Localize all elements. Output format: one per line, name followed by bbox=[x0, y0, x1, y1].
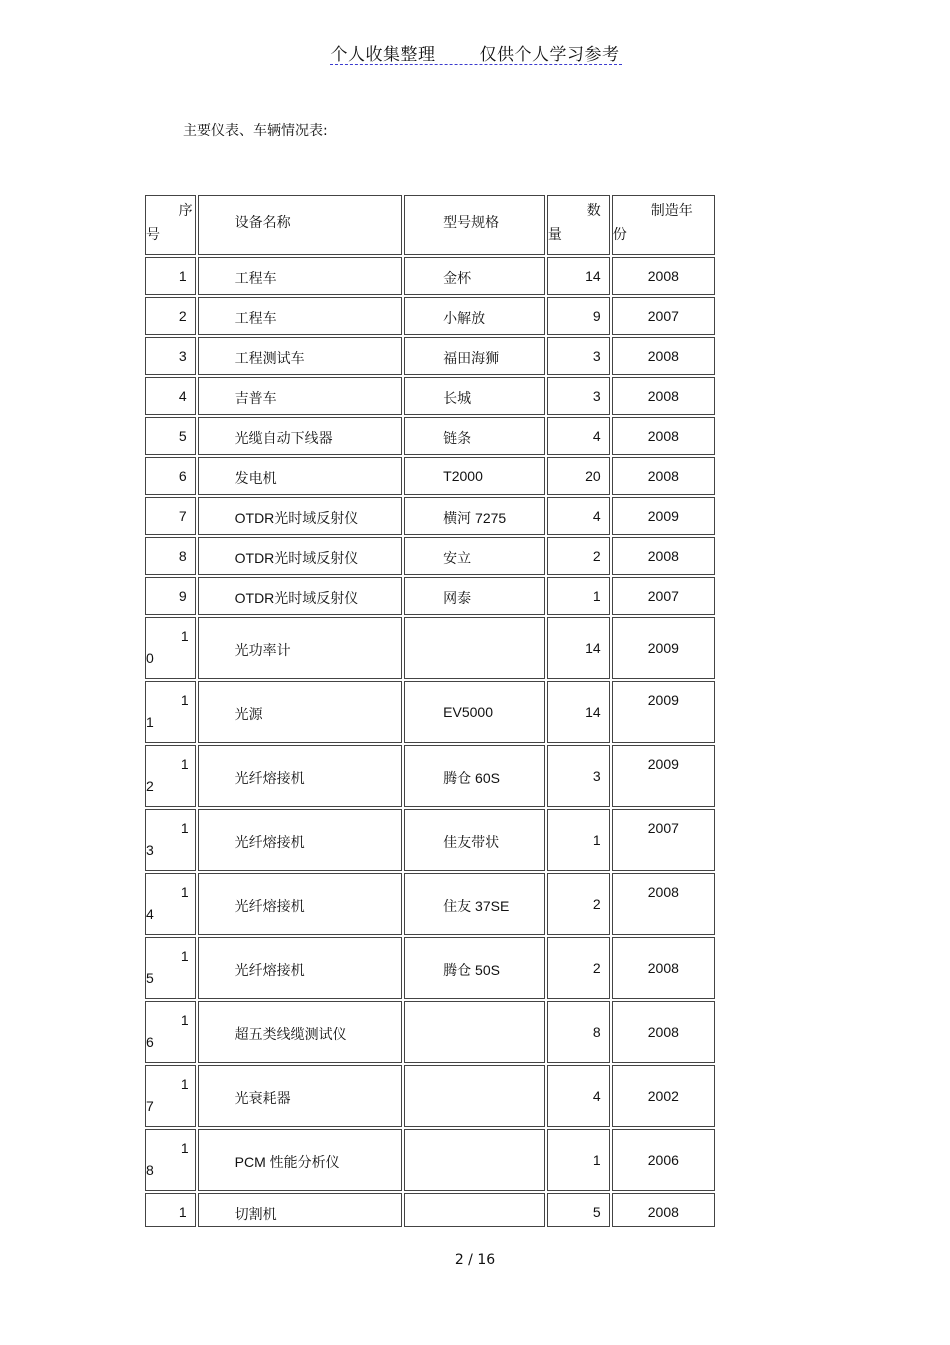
row-name: 切割机 bbox=[234, 1206, 277, 1222]
row-qty: 3 bbox=[592, 348, 601, 364]
header-index-cell bbox=[145, 195, 196, 255]
model-cell bbox=[404, 873, 545, 935]
row-name: 超五类线缆测试仪 bbox=[234, 1026, 347, 1042]
table-row bbox=[145, 873, 715, 935]
table-row bbox=[145, 681, 715, 743]
year-cell bbox=[612, 257, 715, 295]
index-cell bbox=[145, 617, 196, 679]
model-cell bbox=[404, 257, 545, 295]
row-model: 腾仓 60S bbox=[443, 770, 500, 786]
table-row bbox=[145, 417, 715, 455]
row-name: OTDR光时域反射仪 bbox=[234, 510, 359, 526]
table-row bbox=[145, 577, 715, 615]
row-qty: 5 bbox=[592, 1204, 601, 1220]
year-cell bbox=[612, 1001, 715, 1063]
row-name: 工程车 bbox=[234, 270, 277, 286]
row-index-b: 3 bbox=[146, 842, 154, 858]
model-cell bbox=[404, 1193, 545, 1227]
qty-cell bbox=[547, 497, 610, 535]
year-cell bbox=[612, 577, 715, 615]
row-model: EV5000 bbox=[443, 704, 493, 720]
index-cell bbox=[145, 417, 196, 455]
row-model: 腾仓 50S bbox=[443, 962, 500, 978]
row-qty: 4 bbox=[592, 508, 601, 524]
row-model: 住友 37SE bbox=[443, 898, 510, 914]
row-name: 光缆自动下线器 bbox=[234, 430, 333, 446]
name-cell bbox=[198, 745, 403, 807]
qty-cell bbox=[547, 257, 610, 295]
table-row bbox=[145, 1129, 715, 1191]
row-model bbox=[405, 1130, 544, 1152]
model-cell bbox=[404, 297, 545, 335]
index-cell bbox=[145, 1193, 196, 1227]
qty-cell bbox=[547, 617, 610, 679]
table-row bbox=[145, 297, 715, 335]
row-model: 小解放 bbox=[443, 310, 486, 326]
qty-cell bbox=[547, 1193, 610, 1227]
row-index-a: 1 bbox=[180, 884, 189, 900]
row-year: 2008 bbox=[647, 548, 679, 564]
table-row bbox=[145, 937, 715, 999]
name-cell bbox=[198, 1065, 403, 1127]
qty-cell bbox=[547, 297, 610, 335]
row-model: 长城 bbox=[443, 390, 472, 406]
page-number: 2 / 16 bbox=[454, 1252, 496, 1268]
row-index-a: 1 bbox=[180, 1076, 189, 1092]
row-index: 2 bbox=[178, 308, 187, 324]
name-cell bbox=[198, 577, 403, 615]
table-row bbox=[145, 337, 715, 375]
header-name: 设备名称 bbox=[234, 214, 291, 230]
row-qty: 14 bbox=[585, 640, 601, 656]
year-cell bbox=[612, 873, 715, 935]
table-row bbox=[145, 1001, 715, 1063]
row-qty: 2 bbox=[592, 548, 601, 564]
row-index: 6 bbox=[178, 468, 187, 484]
row-qty: 1 bbox=[592, 1152, 601, 1168]
row-qty: 3 bbox=[592, 388, 601, 404]
index-cell bbox=[145, 457, 196, 495]
header-model-cell bbox=[404, 195, 545, 255]
row-model: 金杯 bbox=[443, 270, 472, 286]
row-index-a: 1 bbox=[180, 756, 189, 772]
header-qty-b: 量 bbox=[547, 226, 562, 242]
row-model bbox=[405, 1002, 544, 1024]
row-qty: 1 bbox=[592, 832, 601, 848]
model-cell bbox=[404, 377, 545, 415]
year-cell bbox=[612, 1065, 715, 1127]
index-cell bbox=[145, 577, 196, 615]
row-index-b: 7 bbox=[146, 1098, 154, 1114]
table-row bbox=[145, 377, 715, 415]
row-index: 9 bbox=[178, 588, 187, 604]
row-name: 工程车 bbox=[234, 310, 277, 326]
row-qty: 14 bbox=[585, 704, 601, 720]
index-cell bbox=[145, 297, 196, 335]
name-cell bbox=[198, 1193, 403, 1227]
row-qty: 2 bbox=[592, 960, 601, 976]
row-model: T2000 bbox=[443, 468, 483, 484]
row-name: OTDR光时域反射仪 bbox=[234, 550, 359, 566]
index-cell bbox=[145, 809, 196, 871]
row-index-a: 1 bbox=[180, 692, 189, 708]
year-cell bbox=[612, 937, 715, 999]
qty-cell bbox=[547, 1001, 610, 1063]
qty-cell bbox=[547, 745, 610, 807]
qty-cell bbox=[547, 377, 610, 415]
name-cell bbox=[198, 297, 403, 335]
year-cell bbox=[612, 457, 715, 495]
qty-cell bbox=[547, 457, 610, 495]
row-index-a: 1 bbox=[180, 1012, 189, 1028]
qty-cell bbox=[547, 681, 610, 743]
model-cell bbox=[404, 577, 545, 615]
header-index-a: 序 bbox=[178, 202, 193, 218]
page-header bbox=[0, 40, 950, 65]
row-index: 5 bbox=[178, 428, 187, 444]
row-year: 2002 bbox=[647, 1088, 679, 1104]
year-cell bbox=[612, 417, 715, 455]
name-cell bbox=[198, 1001, 403, 1063]
table-row bbox=[145, 809, 715, 871]
row-qty: 9 bbox=[592, 308, 601, 324]
qty-cell bbox=[547, 873, 610, 935]
row-year: 2008 bbox=[647, 884, 679, 900]
header-year-cell bbox=[612, 195, 715, 255]
index-cell bbox=[145, 497, 196, 535]
intro-text: 主要仪表、车辆情况表: bbox=[183, 123, 328, 139]
index-cell bbox=[145, 937, 196, 999]
qty-cell bbox=[547, 937, 610, 999]
row-model: 福田海狮 bbox=[443, 350, 500, 366]
header-qty-cell bbox=[547, 195, 610, 255]
row-qty: 2 bbox=[592, 896, 601, 912]
header-name-cell bbox=[198, 195, 403, 255]
year-cell bbox=[612, 809, 715, 871]
qty-cell bbox=[547, 809, 610, 871]
row-year: 2008 bbox=[647, 268, 679, 284]
row-year: 2009 bbox=[647, 508, 679, 524]
row-index-b: 6 bbox=[146, 1034, 154, 1050]
row-qty: 4 bbox=[592, 1088, 601, 1104]
row-qty: 3 bbox=[592, 768, 601, 784]
model-cell bbox=[404, 417, 545, 455]
model-cell bbox=[404, 1129, 545, 1191]
row-year: 2006 bbox=[647, 1152, 679, 1168]
row-index-b: 5 bbox=[146, 970, 154, 986]
row-year: 2009 bbox=[647, 692, 679, 708]
row-index-a: 1 bbox=[180, 948, 189, 964]
table-row bbox=[145, 497, 715, 535]
row-model bbox=[405, 1066, 544, 1088]
header-year-b: 份 bbox=[612, 226, 627, 242]
row-index-b: 1 bbox=[146, 714, 154, 730]
year-cell bbox=[612, 745, 715, 807]
index-cell bbox=[145, 257, 196, 295]
index-cell bbox=[145, 1001, 196, 1063]
qty-cell bbox=[547, 1065, 610, 1127]
name-cell bbox=[198, 377, 403, 415]
model-cell bbox=[404, 745, 545, 807]
model-cell bbox=[404, 457, 545, 495]
row-model: 链条 bbox=[443, 430, 472, 446]
header-index-b: 号 bbox=[146, 226, 160, 242]
index-cell bbox=[145, 681, 196, 743]
name-cell bbox=[198, 497, 403, 535]
name-cell bbox=[198, 809, 403, 871]
header-qty-a: 数 bbox=[586, 202, 601, 218]
model-cell bbox=[404, 937, 545, 999]
name-cell bbox=[198, 457, 403, 495]
row-model bbox=[405, 618, 544, 640]
row-name: 吉普车 bbox=[234, 390, 277, 406]
row-index: 1 bbox=[178, 268, 187, 284]
row-qty: 4 bbox=[592, 428, 601, 444]
qty-cell bbox=[547, 537, 610, 575]
table-row bbox=[145, 257, 715, 295]
table-header-row bbox=[145, 195, 715, 255]
row-name: 光衰耗器 bbox=[234, 1090, 291, 1106]
row-index: 8 bbox=[178, 548, 187, 564]
row-index: 7 bbox=[178, 508, 187, 524]
year-cell bbox=[612, 377, 715, 415]
row-model: 网泰 bbox=[443, 590, 472, 606]
row-year: 2008 bbox=[647, 388, 679, 404]
row-year: 2008 bbox=[647, 348, 679, 364]
table-row bbox=[145, 745, 715, 807]
row-year: 2007 bbox=[647, 308, 679, 324]
row-index-b: 8 bbox=[146, 1162, 154, 1178]
index-cell bbox=[145, 1129, 196, 1191]
table-row bbox=[145, 457, 715, 495]
table-row bbox=[145, 617, 715, 679]
row-index-a: 1 bbox=[180, 628, 189, 644]
row-index-b: 0 bbox=[146, 650, 154, 666]
index-cell bbox=[145, 873, 196, 935]
row-index-b: 2 bbox=[146, 778, 154, 794]
year-cell bbox=[612, 297, 715, 335]
qty-cell bbox=[547, 337, 610, 375]
row-name: OTDR光时域反射仪 bbox=[234, 590, 359, 606]
year-cell bbox=[612, 1193, 715, 1227]
model-cell bbox=[404, 337, 545, 375]
row-index: 1 bbox=[178, 1204, 187, 1220]
name-cell bbox=[198, 417, 403, 455]
row-name: 光功率计 bbox=[234, 642, 291, 658]
index-cell bbox=[145, 745, 196, 807]
row-index-a: 1 bbox=[180, 1140, 189, 1156]
row-name: 光纤熔接机 bbox=[234, 898, 305, 914]
qty-cell bbox=[547, 1129, 610, 1191]
row-model: 佳友带状 bbox=[443, 834, 500, 850]
row-model bbox=[405, 1194, 544, 1204]
row-year: 2008 bbox=[647, 468, 679, 484]
header-right-text: 仅供个人学习参考 bbox=[479, 45, 620, 65]
table-row bbox=[145, 537, 715, 575]
year-cell bbox=[612, 1129, 715, 1191]
row-year: 2008 bbox=[647, 428, 679, 444]
name-cell bbox=[198, 337, 403, 375]
row-index-a: 1 bbox=[180, 820, 189, 836]
row-model: 横河 7275 bbox=[443, 510, 507, 526]
table-row bbox=[145, 1065, 715, 1127]
row-name: 光纤熔接机 bbox=[234, 770, 305, 786]
row-index: 4 bbox=[178, 388, 187, 404]
header-left-text: 个人收集整理 bbox=[330, 45, 436, 65]
name-cell bbox=[198, 937, 403, 999]
model-cell bbox=[404, 681, 545, 743]
index-cell bbox=[145, 1065, 196, 1127]
row-model: 安立 bbox=[443, 550, 472, 566]
row-year: 2007 bbox=[647, 588, 679, 604]
row-index: 3 bbox=[178, 348, 187, 364]
row-year: 2009 bbox=[647, 756, 679, 772]
name-cell bbox=[198, 873, 403, 935]
model-cell bbox=[404, 1065, 545, 1127]
row-name: 光纤熔接机 bbox=[234, 962, 305, 978]
row-index-b: 4 bbox=[146, 906, 154, 922]
year-cell bbox=[612, 497, 715, 535]
name-cell bbox=[198, 537, 403, 575]
row-year: 2008 bbox=[647, 960, 679, 976]
model-cell bbox=[404, 537, 545, 575]
year-cell bbox=[612, 337, 715, 375]
row-qty: 20 bbox=[585, 468, 601, 484]
row-qty: 14 bbox=[585, 268, 601, 284]
row-year: 2009 bbox=[647, 640, 679, 656]
qty-cell bbox=[547, 417, 610, 455]
header-year-a: 制造年 bbox=[650, 202, 693, 218]
year-cell bbox=[612, 681, 715, 743]
equipment-table bbox=[143, 193, 717, 1229]
row-qty: 8 bbox=[592, 1024, 601, 1040]
header-model: 型号规格 bbox=[443, 214, 500, 230]
year-cell bbox=[612, 537, 715, 575]
model-cell bbox=[404, 809, 545, 871]
row-year: 2008 bbox=[647, 1024, 679, 1040]
name-cell bbox=[198, 681, 403, 743]
name-cell bbox=[198, 257, 403, 295]
table-row bbox=[145, 1193, 715, 1227]
row-name: 光纤熔接机 bbox=[234, 834, 305, 850]
row-name: 工程测试车 bbox=[234, 350, 305, 366]
model-cell bbox=[404, 1001, 545, 1063]
name-cell bbox=[198, 617, 403, 679]
index-cell bbox=[145, 377, 196, 415]
name-cell bbox=[198, 1129, 403, 1191]
row-year: 2008 bbox=[647, 1204, 679, 1220]
index-cell bbox=[145, 537, 196, 575]
model-cell bbox=[404, 497, 545, 535]
row-year: 2007 bbox=[647, 820, 679, 836]
model-cell bbox=[404, 617, 545, 679]
year-cell bbox=[612, 617, 715, 679]
row-name: PCM 性能分析仪 bbox=[234, 1154, 340, 1170]
row-qty: 1 bbox=[592, 588, 601, 604]
index-cell bbox=[145, 337, 196, 375]
qty-cell bbox=[547, 577, 610, 615]
row-name: 光源 bbox=[234, 706, 263, 722]
row-name: 发电机 bbox=[234, 470, 277, 486]
header-dashed-underline bbox=[330, 64, 622, 65]
